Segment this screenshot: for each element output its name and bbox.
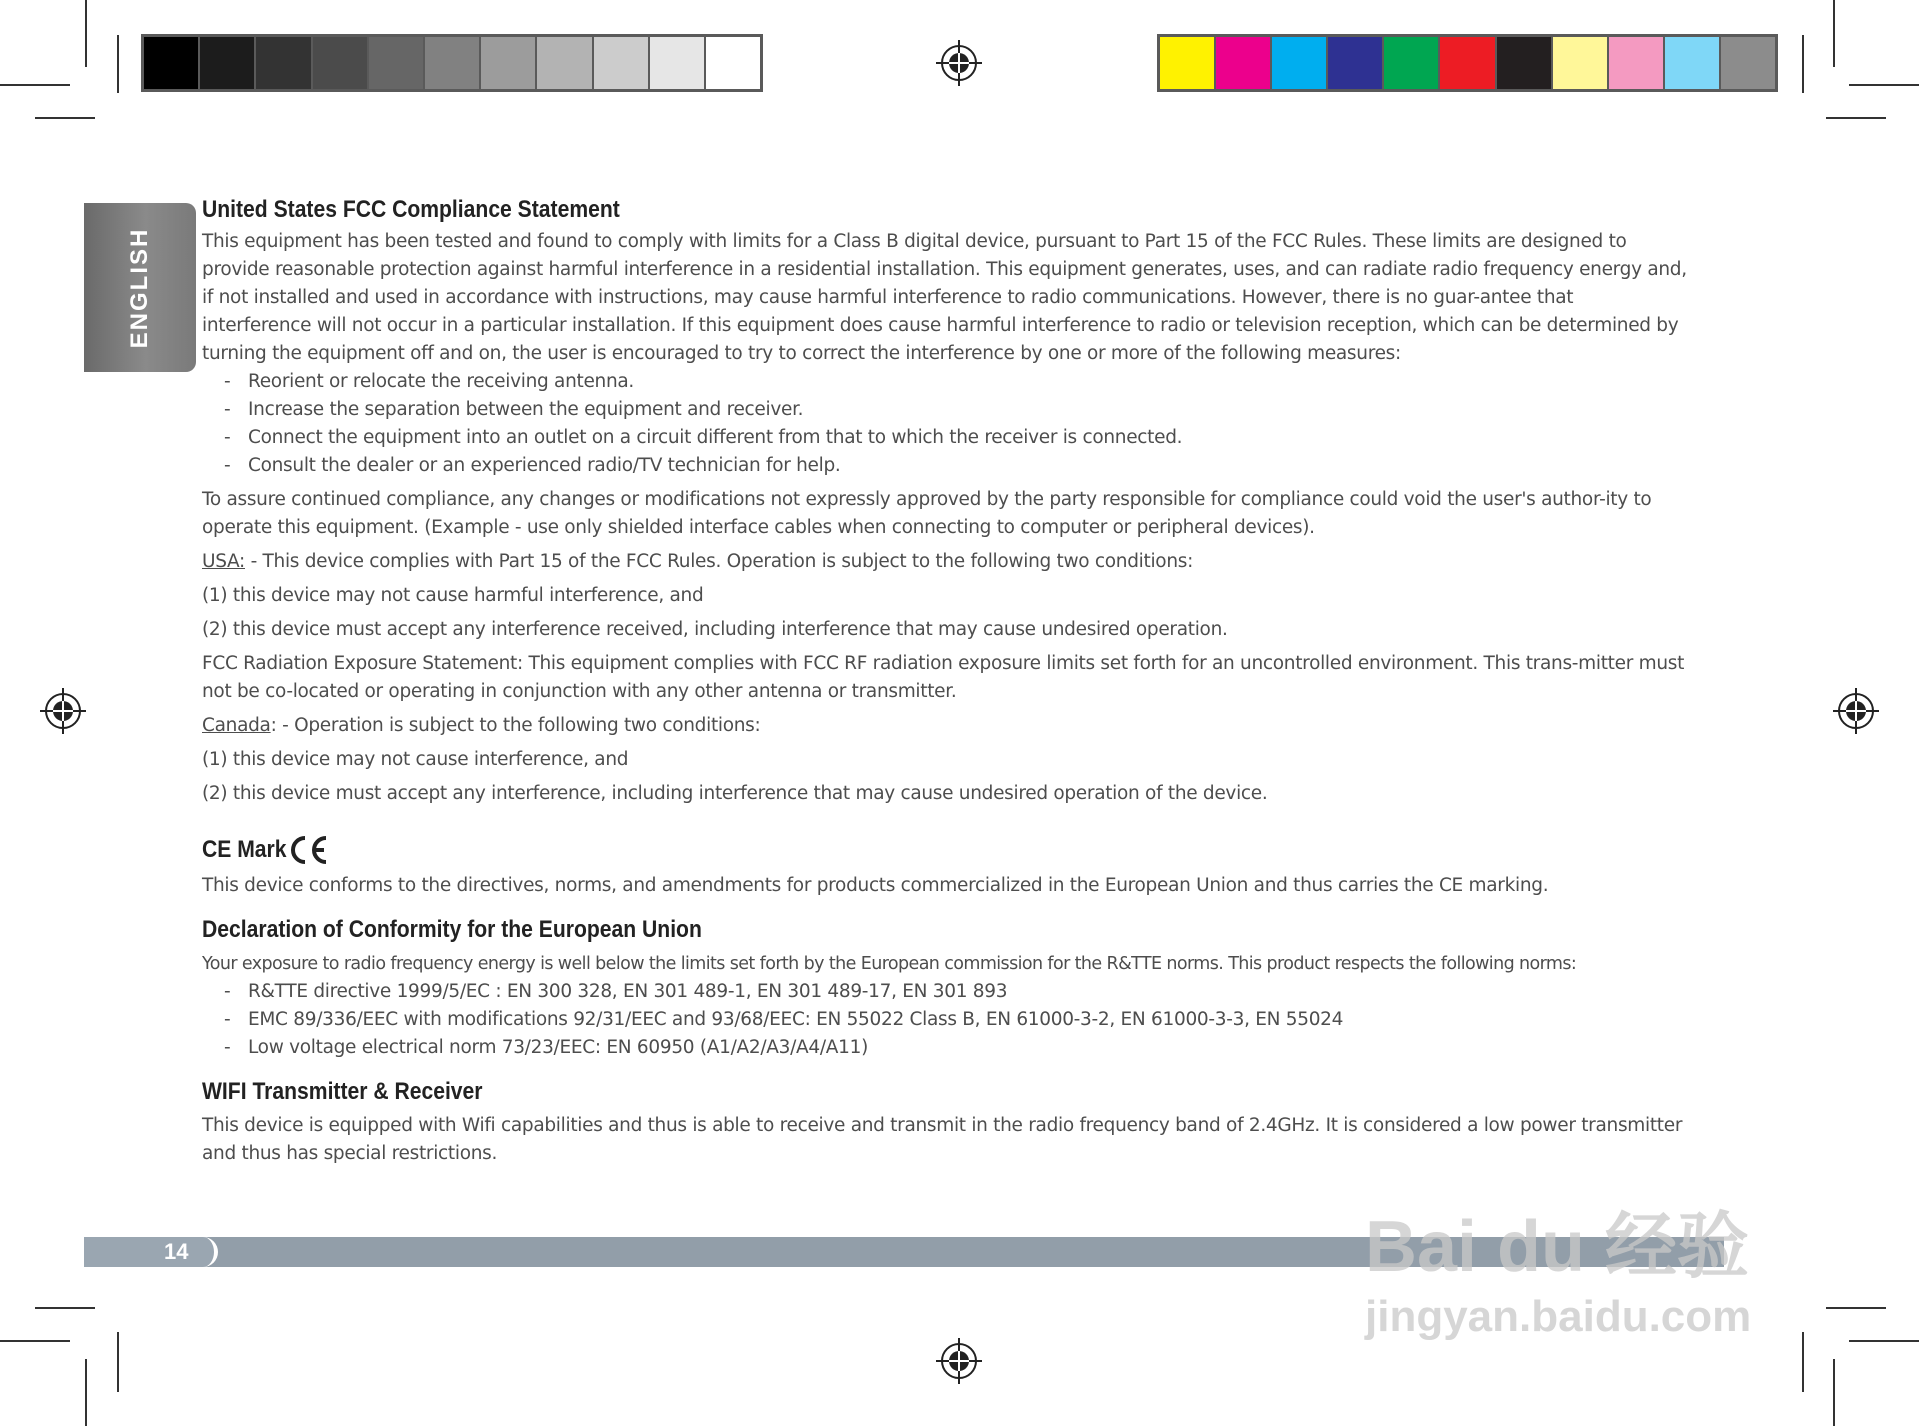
language-tab-label: ENGLISH — [126, 227, 153, 348]
process-color-strip — [1157, 34, 1778, 92]
registration-mark-icon — [1833, 688, 1879, 734]
color-swatch — [1553, 37, 1609, 89]
crop-mark — [1826, 117, 1886, 119]
color-swatch — [537, 37, 593, 89]
crop-mark — [85, 0, 87, 67]
document-body — [202, 196, 1688, 1168]
fcc-assure: To assure continued compliance, any changes or modifications not expressly approved by the party responsible for compliance could void the user's author-ity to operate this equipment. (Example - use only shielded interface cables when connecting to computer or peripheral devices). — [202, 489, 1652, 538]
color-swatch — [1160, 37, 1216, 89]
crop-mark — [1833, 1359, 1835, 1426]
language-tab — [84, 203, 196, 372]
ce-heading-row — [202, 834, 1688, 866]
grayscale-strip — [141, 34, 763, 92]
wifi-text: This device is equipped with Wifi capabilities and thus is able to receive and transmit in the radio frequency band of 2.4GHz. It is considered a low power transmitter and thus has special restrictions. — [202, 1115, 1683, 1164]
color-swatch — [1609, 37, 1665, 89]
list-item: - EMC 89/336/EEC with modifications 92/31/EEC and 93/68/EEC: EN 55022 Class B, EN 61000-3-2, EN 61000-3-3, EN 55024 — [224, 1006, 1688, 1034]
doc-heading: Declaration of Conformity for the European Union — [202, 916, 702, 943]
watermark-brand: Bai du 经验 — [1365, 1207, 1750, 1287]
list-item: - Increase the separation between the equipment and receiver. — [224, 396, 1688, 424]
canada-label: Canada — [202, 715, 271, 736]
wifi-heading: WIFI Transmitter & Receiver — [202, 1078, 483, 1105]
color-swatch — [256, 37, 312, 89]
page-number-tab — [84, 1237, 218, 1267]
canada-condition-1: (1) this device may not cause interference, and — [202, 749, 629, 770]
crop-mark — [1802, 35, 1804, 93]
color-swatch — [706, 37, 760, 89]
color-swatch — [425, 37, 481, 89]
crop-mark — [1849, 1340, 1919, 1342]
canada-text: : - Operation is subject to the following two conditions: — [270, 715, 761, 736]
crop-mark — [0, 1340, 70, 1342]
list-item: - Low voltage electrical norm 73/23/EEC: EN 60950 (A1/A2/A3/A4/A11) — [224, 1034, 1688, 1062]
crop-mark — [35, 117, 95, 119]
color-swatch — [200, 37, 256, 89]
color-swatch — [313, 37, 369, 89]
color-swatch — [594, 37, 650, 89]
color-swatch — [1328, 37, 1384, 89]
radiation-statement: FCC Radiation Exposure Statement: This equipment complies with FCC RF radiation exposure limits set forth for an uncontrolled environment. This trans-mitter must not be co-located or operating in conjunction with any other antenna or transmitter. — [202, 653, 1685, 702]
color-swatch — [369, 37, 425, 89]
page-number: 14 — [164, 1239, 189, 1264]
color-swatch — [144, 37, 200, 89]
color-swatch — [1384, 37, 1440, 89]
usa-condition-2: (2) this device must accept any interference received, including interference that may cause undesired operation. — [202, 619, 1228, 640]
usa-statement — [202, 548, 1688, 576]
usa-text: - This device complies with Part 15 of the FCC Rules. Operation is subject to the following two conditions: — [245, 551, 1194, 572]
crop-mark — [117, 1332, 119, 1392]
list-item: - Reorient or relocate the receiving antenna. — [224, 368, 1688, 396]
color-swatch — [1216, 37, 1272, 89]
usa-label: USA: — [202, 551, 245, 572]
color-swatch — [1272, 37, 1328, 89]
color-swatch — [650, 37, 706, 89]
crop-mark — [1826, 1307, 1886, 1309]
fcc-heading: United States FCC Compliance Statement — [202, 196, 620, 223]
registration-mark-icon — [40, 688, 86, 734]
ce-text: This device conforms to the directives, norms, and amendments for products commercialized in the European Union and thus carries the CE marking. — [202, 875, 1549, 896]
ce-mark-icon — [286, 834, 330, 866]
canada-statement — [202, 712, 1688, 740]
doc-norms-list — [224, 978, 1688, 1062]
color-swatch — [481, 37, 537, 89]
list-item: - R&TTE directive 1999/5/EC : EN 300 328, EN 301 489-1, EN 301 489-17, EN 301 893 — [224, 978, 1688, 1006]
usa-condition-1: (1) this device may not cause harmful interference, and — [202, 585, 704, 606]
crop-mark — [1849, 84, 1919, 86]
crop-mark — [85, 1359, 87, 1426]
canada-condition-2: (2) this device must accept any interference, including interference that may cause undesired operation of the device. — [202, 783, 1268, 804]
doc-intro: Your exposure to radio frequency energy is well below the limits set forth by the European commission for the R&TTE norms. This product respects the following norms: — [202, 954, 1577, 974]
crop-mark — [0, 84, 70, 86]
list-item: - Connect the equipment into an outlet on a circuit different from that to which the receiver is connected. — [224, 424, 1688, 452]
crop-mark — [1833, 0, 1835, 67]
color-swatch — [1497, 37, 1553, 89]
color-swatch — [1721, 37, 1775, 89]
crop-mark — [117, 35, 119, 93]
ce-heading: CE Mark — [202, 836, 287, 863]
fcc-intro: This equipment has been tested and found to comply with limits for a Class B digital device, pursuant to Part 15 of the FCC Rules. These limits are designed to provide reasonable protection against harmful interference in a residential installation. This equipment generates, uses, and can radiate radio frequency energy and, if not installed and used in accordance with instructions, may cause harmful interference to radio communications. However, there is no guar-antee that interference will not occur in a particular installation. If this equipment does cause harmful interference to radio or television reception, which can be determined by turning the equipment off and on, the user is encouraged to try to correct the interference by one or more of the following measures: — [202, 231, 1687, 364]
watermark-url: jingyan.baidu.com — [1365, 1292, 1752, 1341]
fcc-measures-list — [224, 368, 1688, 480]
registration-mark-icon — [936, 1338, 982, 1384]
crop-mark — [35, 1307, 95, 1309]
list-item: - Consult the dealer or an experienced radio/TV technician for help. — [224, 452, 1688, 480]
registration-mark-icon — [936, 40, 982, 86]
color-swatch — [1665, 37, 1721, 89]
color-swatch — [1440, 37, 1496, 89]
crop-mark — [1802, 1332, 1804, 1392]
